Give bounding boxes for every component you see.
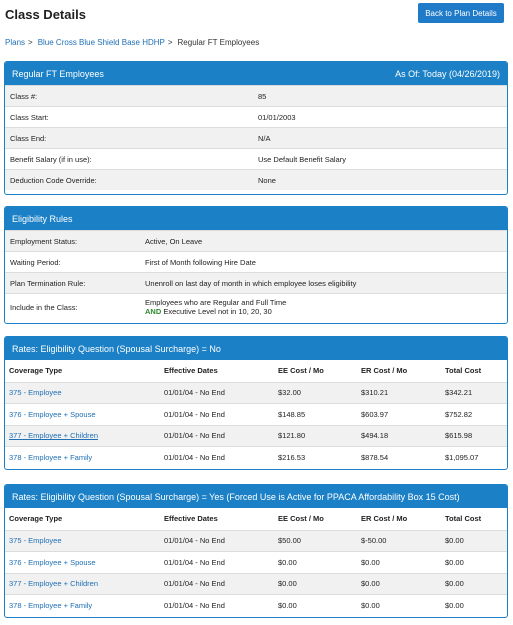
column-header[interactable]: Coverage Type [5,508,160,530]
ee-cost: $121.80 [274,425,357,447]
breadcrumb [5,38,259,47]
eligibility-row-value: Unenroll on last day of month in which employee loses eligibility [145,278,357,288]
column-header[interactable]: Coverage Type [5,360,160,382]
table-row [5,552,507,574]
breadcrumb-current: Regular FT Employees [177,38,260,47]
ee-cost: $148.85 [274,404,357,426]
coverage-type-link[interactable]: 375 - Employee [5,382,160,404]
class-panel-header [5,62,507,85]
rates-yes-title: Rates: Eligibility Question (Spousal Surcharge) = Yes (Forced Use is Active for PPACA Affordability Box 15 Cost) [12,491,460,502]
coverage-type-link[interactable]: 378 - Employee + Family [5,595,160,617]
class-row [5,148,507,169]
eligibility-row-value: Active, On Leave [145,236,203,246]
total-cost: $0.00 [441,595,507,617]
rates-no-title: Rates: Eligibility Question (Spousal Surcharge) = No [12,343,221,354]
effective-dates: 01/01/04 - No End [160,530,274,552]
class-panel-title: Regular FT Employees [12,68,104,79]
effective-dates: 01/01/04 - No End [160,595,274,617]
table-header-row [5,508,507,530]
ee-cost: $0.00 [274,595,357,617]
breadcrumb-plans-link[interactable]: Plans [5,38,26,47]
table-row [5,382,507,404]
class-row-value: Use Default Benefit Salary [258,154,346,164]
ee-cost: $0.00 [274,552,357,574]
rates-yes-table [5,508,507,616]
column-header[interactable]: EE Cost / Mo [274,360,357,382]
class-row-label: Deduction Code Override: [10,175,97,185]
breadcrumb-separator: > [167,38,173,47]
total-cost: $0.00 [441,573,507,595]
class-row-label: Class End: [10,133,47,143]
er-cost: $494.18 [357,425,441,447]
include-rule-value [145,298,286,316]
column-header[interactable]: Effective Dates [160,508,274,530]
coverage-type-link[interactable]: 376 - Employee + Spouse [5,552,160,574]
table-header-row [5,360,507,382]
eligibility-row [5,293,507,320]
class-row-value: 85 [258,91,267,101]
class-row-label: Class Start: [10,112,49,122]
ee-cost: $216.53 [274,447,357,469]
column-header[interactable]: Effective Dates [160,360,274,382]
effective-dates: 01/01/04 - No End [160,552,274,574]
table-row [5,595,507,617]
table-row [5,425,507,447]
effective-dates: 01/01/04 - No End [160,404,274,426]
er-cost: $310.21 [357,382,441,404]
class-row [5,169,507,190]
rates-no-table [5,360,507,468]
coverage-type-link[interactable]: 375 - Employee [5,530,160,552]
table-row [5,573,507,595]
coverage-type-link[interactable]: 376 - Employee + Spouse [5,404,160,426]
total-cost: $0.00 [441,530,507,552]
class-row [5,127,507,148]
rates-no-panel [4,336,508,470]
include-rule-line2: Executive Level not in 10, 20, 30 [163,307,272,316]
eligibility-panel-header [5,207,507,230]
rates-no-header [5,337,507,360]
eligibility-row [5,272,507,293]
er-cost: $603.97 [357,404,441,426]
column-header[interactable]: ER Cost / Mo [357,360,441,382]
eligibility-row-label: Plan Termination Rule: [10,278,86,288]
column-header[interactable]: Total Cost [441,508,507,530]
total-cost: $342.21 [441,382,507,404]
er-cost: $878.54 [357,447,441,469]
coverage-type-link[interactable]: 378 - Employee + Family [5,447,160,469]
eligibility-row-label: Include in the Class: [10,302,78,312]
eligibility-row [5,251,507,272]
page-title: Class Details [5,7,86,22]
and-operator: AND [145,307,162,316]
total-cost: $752.82 [441,404,507,426]
back-to-plan-details-button[interactable]: Back to Plan Details [418,3,504,23]
class-row [5,85,507,106]
rates-yes-header [5,485,507,508]
ee-cost: $0.00 [274,573,357,595]
class-row-value: None [258,175,276,185]
eligibility-row-label: Waiting Period: [10,257,61,267]
class-row-value: 01/01/2003 [258,112,296,122]
er-cost: $0.00 [357,552,441,574]
ee-cost: $32.00 [274,382,357,404]
rates-yes-panel [4,484,508,618]
column-header[interactable]: Total Cost [441,360,507,382]
class-row-label: Class #: [10,91,38,101]
include-rule-line1: Employees who are Regular and Full Time [145,298,287,307]
table-row [5,530,507,552]
eligibility-row-value: First of Month following Hire Date [145,257,256,267]
er-cost: $0.00 [357,573,441,595]
class-details-panel [4,61,508,195]
class-rows [5,85,507,190]
breadcrumb-plan-link[interactable]: Blue Cross Blue Shield Base HDHP [37,38,165,47]
breadcrumb-separator: > [28,38,33,47]
column-header[interactable]: ER Cost / Mo [357,508,441,530]
eligibility-panel-title: Eligibility Rules [12,213,73,224]
eligibility-rules-panel [4,206,508,324]
eligibility-row-label: Employment Status: [10,236,78,246]
eligibility-rows [5,230,507,320]
as-of-date: As Of: Today (04/26/2019) [395,68,500,79]
effective-dates: 01/01/04 - No End [160,425,274,447]
table-row [5,404,507,426]
coverage-type-link[interactable]: 377 - Employee + Children [5,425,160,447]
eligibility-row [5,230,507,251]
total-cost: $615.98 [441,425,507,447]
table-row [5,447,507,469]
column-header[interactable]: EE Cost / Mo [274,508,357,530]
total-cost: $0.00 [441,552,507,574]
er-cost: $0.00 [357,595,441,617]
effective-dates: 01/01/04 - No End [160,573,274,595]
class-row-label: Benefit Salary (if in use): [10,154,92,164]
coverage-type-link[interactable]: 377 - Employee + Children [5,573,160,595]
er-cost: $-50.00 [357,530,441,552]
effective-dates: 01/01/04 - No End [160,447,274,469]
class-row-value: N/A [258,133,271,143]
effective-dates: 01/01/04 - No End [160,382,274,404]
ee-cost: $50.00 [274,530,357,552]
class-row [5,106,507,127]
total-cost: $1,095.07 [441,447,507,469]
